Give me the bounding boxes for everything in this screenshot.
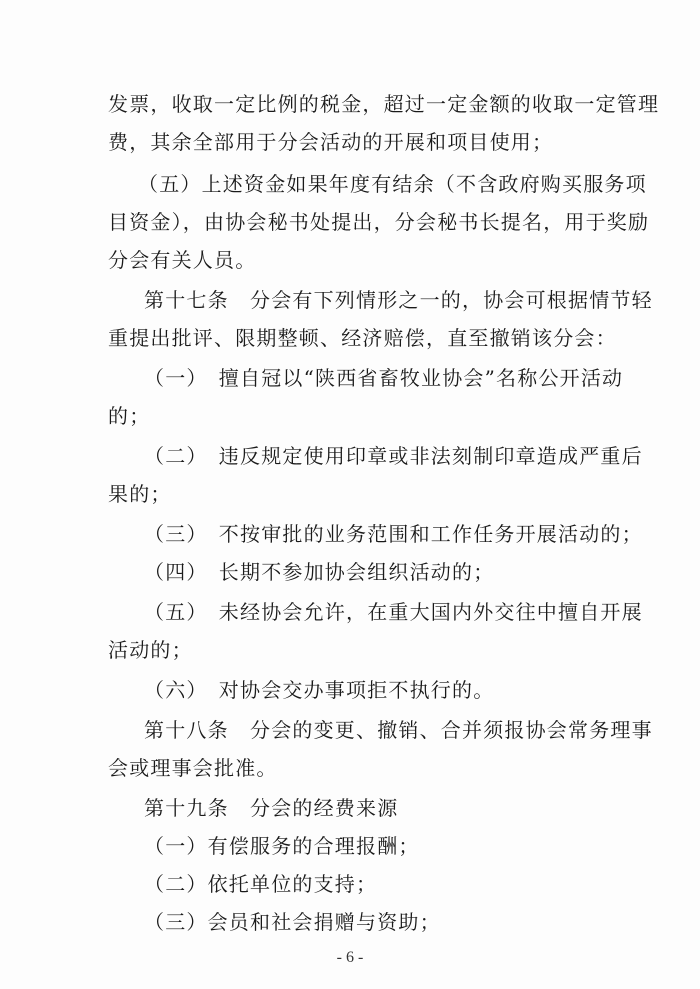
- text-line: 活动的；: [108, 638, 193, 662]
- article-heading-line: 第十八条 分会的变更、撤销、合并须报协会常务理事: [144, 718, 653, 742]
- text-line: 费，其余全部用于分会活动的开展和项目使用；: [108, 130, 554, 154]
- text-line: 的；: [108, 404, 151, 428]
- list-item-line: （二）依托单位的支持；: [144, 872, 378, 896]
- text-line: 发票，收取一定比例的税金，超过一定金额的收取一定管理: [108, 92, 660, 116]
- text-line: 重提出批评、限期整顿、经济赔偿，直至撤销该分会：: [108, 326, 617, 350]
- article-heading-line: 第十九条 分会的经费来源: [144, 796, 399, 820]
- text-line: 分会有关人员。: [108, 248, 257, 272]
- list-item-line: （四） 长期不参加协会组织活动的；: [144, 560, 495, 584]
- text-line: 果的；: [108, 482, 172, 506]
- list-item-line: （三） 不按审批的业务范围和工作任务开展活动的；: [144, 522, 643, 546]
- list-item-line: （一） 擅自冠以“陕西省畜牧业协会”名称公开活动: [144, 366, 624, 390]
- page-number: - 6 -: [336, 949, 364, 966]
- list-item-line: （六） 对协会交办事项拒不执行的。: [144, 678, 495, 702]
- text-line: （五）上述资金如果年度有结余（不含政府购买服务项: [138, 172, 647, 196]
- list-item-line: （一）有偿服务的合理报酬；: [144, 834, 420, 858]
- list-item-line: （三）会员和社会捐赠与资助；: [144, 910, 441, 934]
- list-item-line: （二） 违反规定使用印章或非法刻制印章造成严重后: [144, 444, 643, 468]
- text-line: 会或理事会批准。: [108, 756, 278, 780]
- article-heading-line: 第十七条 分会有下列情形之一的，协会可根据情节轻: [144, 288, 653, 312]
- list-item-line: （五） 未经协会允许，在重大国内外交往中擅自开展: [144, 600, 643, 624]
- text-line: 目资金），由协会秘书处提出，分会秘书长提名，用于奖励: [108, 210, 650, 234]
